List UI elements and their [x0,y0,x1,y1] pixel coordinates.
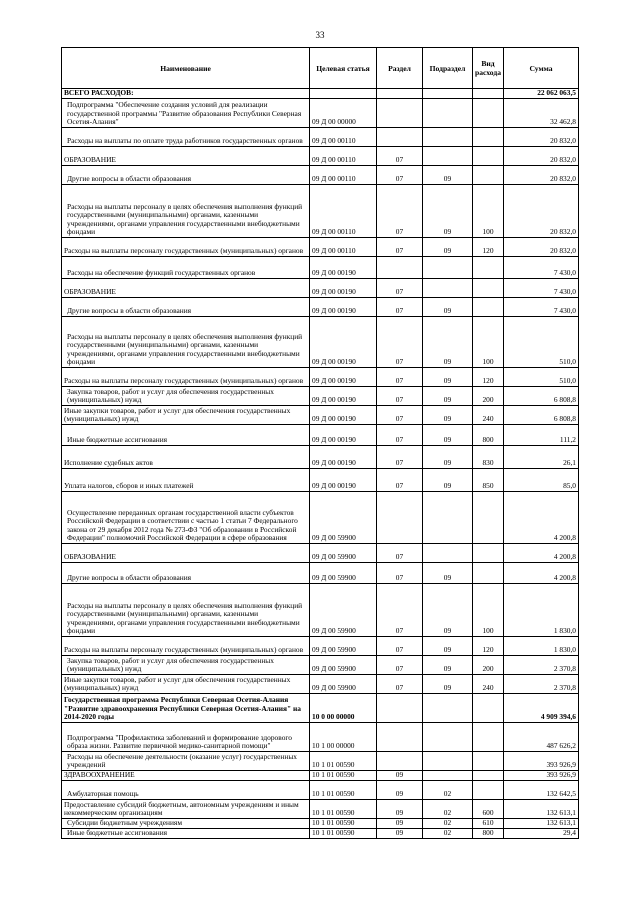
row-sum: 393 926,9 [504,771,579,781]
row-name: Расходы на выплаты персоналу в целях обеспечения выполнения функций государственными (муниципальными) органами, казенными учреждениями, органами управления государственными внебюджетными фондами [62,317,310,368]
table-row [62,819,579,829]
row-sum: 20 832,0 [504,147,579,166]
row-section: 07 [377,563,423,584]
row-section: 07 [377,584,423,637]
row-sum: 132 613,1 [504,800,579,819]
row-target-code: 10 1 00 00000 [310,723,377,752]
row-target-code: 09 Д 00 00110 [310,185,377,238]
row-sum: 20 832,0 [504,185,579,238]
row-target-code: 09 Д 00 59900 [310,563,377,584]
table-body [62,89,579,839]
row-target-code: 09 Д 00 00190 [310,279,377,298]
row-name: Закупка товаров, работ и услуг для обеспечения государственных (муниципальных) нужд [62,387,310,406]
row-section [377,694,423,723]
row-subsection: 09 [423,675,473,694]
row-sum: 393 926,9 [504,752,579,771]
row-sum: 6 808,8 [504,406,579,425]
row-expense-type [473,723,504,752]
row-section: 07 [377,425,423,446]
row-section: 07 [377,656,423,675]
row-section: 07 [377,166,423,185]
row-section: 09 [377,781,423,800]
row-sum: 7 430,0 [504,257,579,279]
row-section: 07 [377,368,423,387]
page-number: 33 [315,30,325,40]
row-section: 07 [377,279,423,298]
row-sum: 6 808,8 [504,387,579,406]
row-section: 07 [377,317,423,368]
row-subsection [423,492,473,544]
table-row [62,694,579,723]
row-target-code: 09 Д 00 59900 [310,675,377,694]
table-row [62,128,579,147]
row-section: 07 [377,387,423,406]
row-name: Расходы на выплаты персоналу в целях обеспечения выполнения функций государственными (муниципальными) органами, казенными учреждениями, органами управления государственными внебюджетными фондами [62,584,310,637]
row-name: Расходы на выплаты персоналу государственных (муниципальных) органов [62,368,310,387]
row-expense-type: 600 [473,800,504,819]
table-row [62,544,579,563]
row-target-code: 09 Д 00 59900 [310,656,377,675]
table-row [62,829,579,839]
row-section: 07 [377,637,423,656]
row-expense-type [473,563,504,584]
row-name: Расходы на выплаты персоналу государственных (муниципальных) органов [62,637,310,656]
row-expense-type [473,147,504,166]
row-sum: 32 462,8 [504,99,579,128]
row-section [377,257,423,279]
row-section: 09 [377,800,423,819]
table-row [62,166,579,185]
table-row [62,147,579,166]
row-subsection: 09 [423,317,473,368]
budget-table [61,47,579,839]
row-subsection: 09 [423,425,473,446]
table-row [62,752,579,771]
table-row [62,781,579,800]
row-sum: 4 909 394,6 [504,694,579,723]
table-row [62,563,579,584]
row-sum: 20 832,0 [504,238,579,257]
row-subsection: 09 [423,469,473,492]
row-target-code: 09 Д 00 59900 [310,637,377,656]
row-expense-type [473,166,504,185]
row-sum: 4 200,8 [504,544,579,563]
row-section: 09 [377,771,423,781]
row-target-code: 09 Д 00 00190 [310,387,377,406]
row-name: Расходы на обеспечение деятельности (оказание услуг) государственных учреждений [62,752,310,771]
row-name: Иные бюджетные ассигнования [62,829,310,839]
row-name: Амбулаторная помощь [62,781,310,800]
header-section: Раздел [377,48,423,89]
row-target-code: 09 Д 00 59900 [310,492,377,544]
row-section: 07 [377,406,423,425]
row-expense-type: 610 [473,819,504,829]
row-sum: 1 830,0 [504,584,579,637]
row-sum: 7 430,0 [504,279,579,298]
row-section [377,128,423,147]
row-section [377,99,423,128]
row-sum: 1 830,0 [504,637,579,656]
row-sum: 4 200,8 [504,563,579,584]
row-expense-type: 200 [473,387,504,406]
row-name: Другие вопросы в области образования [62,166,310,185]
row-subsection [423,257,473,279]
row-sum: 85,0 [504,469,579,492]
row-name: Осуществление переданных органам государственной власти субъектов Российской Федерации в соответствии с частью 1 статьи 7 Федерального закона от 29 декабря 2012 года № 273-ФЗ "Об образовании в Российской Федерации" полномочий Российской Федерации в сфере образования [62,492,310,544]
row-sum: 487 626,2 [504,723,579,752]
header-code: Целевая статья [310,48,377,89]
row-target-code: 09 Д 00 00110 [310,147,377,166]
row-expense-type: 830 [473,446,504,469]
row-subsection [423,544,473,563]
row-name: ОБРАЗОВАНИЕ [62,279,310,298]
row-subsection: 09 [423,368,473,387]
row-subsection: 09 [423,185,473,238]
row-expense-type [473,99,504,128]
table-row [62,584,579,637]
row-section: 07 [377,446,423,469]
row-subsection [423,99,473,128]
row-subsection: 09 [423,656,473,675]
row-expense-type [473,492,504,544]
row-subsection [423,694,473,723]
row-sum: 22 062 063,5 [504,89,579,99]
row-target-code: 09 Д 00 59900 [310,584,377,637]
row-target-code: 09 Д 00 00190 [310,368,377,387]
row-sum: 510,0 [504,317,579,368]
row-subsection: 09 [423,298,473,317]
row-sum: 26,1 [504,446,579,469]
row-expense-type [473,89,504,99]
row-subsection [423,771,473,781]
row-name: Исполнение судебных актов [62,446,310,469]
row-name: ЗДРАВООХРАНЕНИЕ [62,771,310,781]
row-expense-type: 800 [473,829,504,839]
row-subsection: 09 [423,584,473,637]
row-sum: 2 370,8 [504,675,579,694]
table-row [62,425,579,446]
row-target-code: 10 1 01 00590 [310,771,377,781]
row-name: ОБРАЗОВАНИЕ [62,544,310,563]
row-target-code: 09 Д 00 00190 [310,406,377,425]
row-subsection: 09 [423,406,473,425]
row-subsection: 09 [423,387,473,406]
table-row [62,298,579,317]
row-subsection: 02 [423,800,473,819]
row-expense-type: 200 [473,656,504,675]
row-subsection [423,147,473,166]
row-name: Иные закупки товаров, работ и услуг для обеспечения государственных (муниципальных) нужд [62,406,310,425]
header-type: Вид расхода [473,48,504,89]
row-name: ВСЕГО РАСХОДОВ: [62,89,310,99]
row-name: Государственная программа Республики Северная Осетия-Алания "Развитие здравоохранения Республики Северная Осетия-Алания" на 2014-2020 годы [62,694,310,723]
row-subsection [423,89,473,99]
row-name: Подпрограмма "Профилактика заболеваний и формирование здорового образа жизни. Развитие первичной медико-санитарной помощи" [62,723,310,752]
row-name: Уплата налогов, сборов и иных платежей [62,469,310,492]
row-expense-type: 240 [473,675,504,694]
row-subsection [423,279,473,298]
row-section [377,752,423,771]
row-sum: 111,2 [504,425,579,446]
row-expense-type [473,544,504,563]
row-section: 07 [377,544,423,563]
row-expense-type: 100 [473,317,504,368]
row-target-code: 09 Д 00 00190 [310,317,377,368]
row-section: 09 [377,819,423,829]
row-target-code: 10 1 01 00590 [310,829,377,839]
table-row [62,637,579,656]
table-row [62,723,579,752]
row-section: 07 [377,185,423,238]
table-row [62,317,579,368]
row-name: Иные закупки товаров, работ и услуг для обеспечения государственных (муниципальных) нужд [62,675,310,694]
row-subsection: 09 [423,637,473,656]
row-subsection: 02 [423,781,473,800]
row-expense-type [473,771,504,781]
row-target-code: 09 Д 00 00190 [310,298,377,317]
row-section [377,723,423,752]
row-target-code: 09 Д 00 00190 [310,469,377,492]
row-target-code: 10 0 00 00000 [310,694,377,723]
header-sum: Сумма [504,48,579,89]
row-expense-type: 240 [473,406,504,425]
row-target-code: 10 1 01 00590 [310,781,377,800]
row-section: 07 [377,675,423,694]
row-expense-type [473,752,504,771]
row-sum: 132 613,1 [504,819,579,829]
row-subsection: 09 [423,446,473,469]
row-name: Субсидии бюджетным учреждениям [62,819,310,829]
table-row [62,446,579,469]
row-name: Другие вопросы в области образования [62,563,310,584]
row-subsection: 02 [423,819,473,829]
table-header-row [62,48,579,89]
row-name: Другие вопросы в области образования [62,298,310,317]
table-row [62,656,579,675]
row-name: Расходы на выплаты по оплате труда работников государственных органов [62,128,310,147]
row-subsection: 09 [423,166,473,185]
row-sum: 132 642,5 [504,781,579,800]
table-row [62,257,579,279]
row-name: Закупка товаров, работ и услуг для обеспечения государственных (муниципальных) нужд [62,656,310,675]
header-name: Наименование [62,48,310,89]
table-row [62,387,579,406]
table-row [62,492,579,544]
row-target-code [310,89,377,99]
row-name: Расходы на выплаты персоналу государственных (муниципальных) органов [62,238,310,257]
row-subsection [423,723,473,752]
table-row [62,238,579,257]
row-target-code: 09 Д 00 00190 [310,446,377,469]
row-subsection: 09 [423,563,473,584]
row-section: 07 [377,147,423,166]
row-target-code: 10 1 01 00590 [310,752,377,771]
row-expense-type: 850 [473,469,504,492]
row-expense-type [473,279,504,298]
row-sum: 20 832,0 [504,128,579,147]
row-expense-type: 800 [473,425,504,446]
row-name: Иные бюджетные ассигнования [62,425,310,446]
row-subsection: 02 [423,829,473,839]
row-section: 09 [377,829,423,839]
row-target-code: 09 Д 00 59900 [310,544,377,563]
row-expense-type: 100 [473,584,504,637]
row-expense-type: 120 [473,637,504,656]
table-row [62,99,579,128]
table-row [62,368,579,387]
row-target-code: 09 Д 00 00190 [310,425,377,446]
row-sum: 510,0 [504,368,579,387]
row-expense-type: 100 [473,185,504,238]
table-row [62,406,579,425]
row-sum: 4 200,8 [504,492,579,544]
table-row [62,800,579,819]
row-expense-type [473,298,504,317]
row-section [377,89,423,99]
row-target-code: 09 Д 00 00190 [310,257,377,279]
row-name: Расходы на обеспечение функций государственных органов [62,257,310,279]
table-row [62,89,579,99]
row-section: 07 [377,298,423,317]
row-expense-type [473,694,504,723]
row-sum: 29,4 [504,829,579,839]
row-expense-type [473,257,504,279]
row-target-code: 09 Д 00 00110 [310,128,377,147]
row-sum: 2 370,8 [504,656,579,675]
row-expense-type [473,781,504,800]
table-row [62,675,579,694]
row-expense-type: 120 [473,368,504,387]
row-sum: 7 430,0 [504,298,579,317]
table-row [62,279,579,298]
row-name: Предоставление субсидий бюджетным, автономным учреждениям и иным некоммерческим организациям [62,800,310,819]
row-sum: 20 832,0 [504,166,579,185]
table-row [62,469,579,492]
row-target-code: 10 1 01 00590 [310,800,377,819]
row-expense-type [473,128,504,147]
row-name: Расходы на выплаты персоналу в целях обеспечения выполнения функций государственными (муниципальными) органами, казенными учреждениями, органами управления государственными внебюджетными фондами [62,185,310,238]
row-section: 07 [377,469,423,492]
row-section: 07 [377,238,423,257]
row-section [377,492,423,544]
row-subsection [423,752,473,771]
row-name: Подпрограмма "Обеспечение создания условий для реализации государственной программы "Развитие образования Республики Северная Осетия-Алания" [62,99,310,128]
row-expense-type: 120 [473,238,504,257]
row-target-code: 09 Д 00 00000 [310,99,377,128]
header-subsection: Подраздел [423,48,473,89]
row-subsection: 09 [423,238,473,257]
table-row [62,771,579,781]
row-target-code: 10 1 01 00590 [310,819,377,829]
row-target-code: 09 Д 00 00110 [310,238,377,257]
row-target-code: 09 Д 00 00110 [310,166,377,185]
row-subsection [423,128,473,147]
table-row [62,185,579,238]
row-name: ОБРАЗОВАНИЕ [62,147,310,166]
